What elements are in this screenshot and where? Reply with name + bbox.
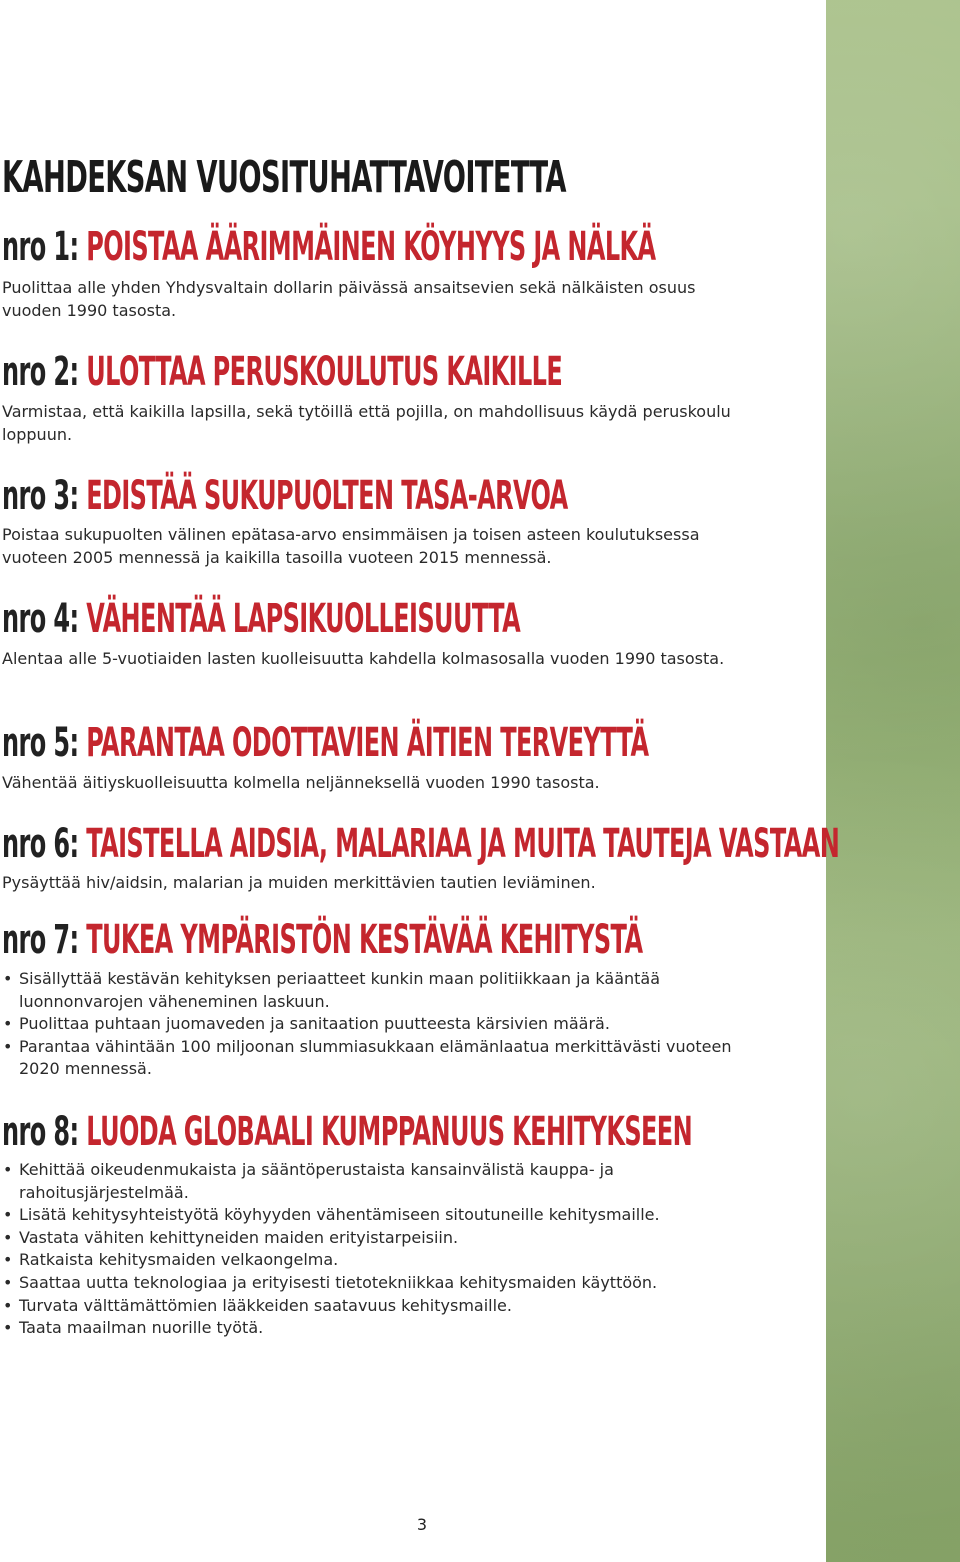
goal-6-number: nro 6: xyxy=(2,821,79,867)
goal-8-heading xyxy=(2,1110,692,1154)
page-title: KAHDEKSAN VUOSITUHATTAVOITETTA xyxy=(2,152,566,203)
goal-1-description: Puolittaa alle yhden Yhdysvaltain dollarin päivässä ansaitsevien sekä nälkäisten osuus vuoden 1990 tasosta. xyxy=(2,278,696,320)
goal-1-title: POISTAA ÄÄRIMMÄINEN KÖYHYYS JA NÄLKÄ xyxy=(86,224,656,270)
goal-4-number: nro 4: xyxy=(2,596,79,642)
list-item: • Parantaa vähintään 100 miljoonan slummiasukkaan elämänlaatua merkittävästi vuoteen 2020 mennessä. xyxy=(2,1036,742,1081)
list-item: • Ratkaista kehitysmaiden velkaongelma. xyxy=(2,1249,742,1272)
page-number: 3 xyxy=(416,1515,428,1534)
goal-6-description: Pysäyttää hiv/aidsin, malarian ja muiden merkittävien tautien leviäminen. xyxy=(2,873,596,892)
goal-3-title: EDISTÄÄ SUKUPUOLTEN TASA-ARVOA xyxy=(86,473,568,519)
goal-1-number: nro 1: xyxy=(2,224,79,270)
decorative-green-strip xyxy=(826,0,960,1562)
goal-7-bullets xyxy=(2,968,742,1081)
goal-8-bullets xyxy=(2,1159,742,1340)
goal-7-number: nro 7: xyxy=(2,917,79,963)
goal-2-number: nro 2: xyxy=(2,349,79,395)
goal-5-number: nro 5: xyxy=(2,720,79,766)
goal-4-title: VÄHENTÄÄ LAPSIKUOLLEISUUTTA xyxy=(86,596,521,642)
list-item: • Sisällyttää kestävän kehityksen periaatteet kunkin maan politiikkaan ja kääntää luonnonvarojen väheneminen laskuun. xyxy=(2,968,742,1013)
goal-5-description: Vähentää äitiyskuolleisuutta kolmella neljänneksellä vuoden 1990 tasosta. xyxy=(2,773,600,792)
goal-2-heading xyxy=(2,350,562,394)
goal-3-heading xyxy=(2,474,568,518)
list-item: • Puolittaa puhtaan juomaveden ja sanitaation puutteesta kärsivien määrä. xyxy=(2,1013,742,1036)
goal-7-heading xyxy=(2,918,642,962)
goal-5-heading xyxy=(2,721,648,765)
goal-2-description: Varmistaa, että kaikilla lapsilla, sekä tytöillä että pojilla, on mahdollisuus käydä peruskoulu loppuun. xyxy=(2,402,731,444)
list-item: • Taata maailman nuorille työtä. xyxy=(2,1317,742,1340)
goal-7-title: TUKEA YMPÄRISTÖN KESTÄVÄÄ KEHITYSTÄ xyxy=(86,917,643,963)
goal-3-number: nro 3: xyxy=(2,473,79,519)
goal-6-title: TAISTELLA AIDSIA, MALARIAA JA MUITA TAUTEJA VASTAAN xyxy=(86,821,840,867)
goal-3-description: Poistaa sukupuolten välinen epätasa-arvo ensimmäisen ja toisen asteen koulutuksessa vuoteen 2005 mennessä ja kaikilla tasoilla vuoteen 2015 mennessä. xyxy=(2,525,700,567)
goal-2-title: ULOTTAA PERUSKOULUTUS KAIKILLE xyxy=(86,349,563,395)
list-item: • Turvata välttämättömien lääkkeiden saatavuus kehitysmaille. xyxy=(2,1295,742,1318)
goal-8-number: nro 8: xyxy=(2,1109,79,1155)
goal-4-description: Alentaa alle 5-vuotiaiden lasten kuolleisuutta kahdella kolmasosalla vuoden 1990 tasosta. xyxy=(2,649,725,668)
goal-6-heading xyxy=(2,822,839,866)
goal-4-heading xyxy=(2,597,520,641)
list-item: • Kehittää oikeudenmukaista ja sääntöperustaista kansainvälistä kauppa- ja rahoitusjärjestelmää. xyxy=(2,1159,742,1204)
goal-1-heading xyxy=(2,225,656,269)
goal-5-title: PARANTAA ODOTTAVIEN ÄITIEN TERVEYTTÄ xyxy=(86,720,649,766)
goal-8-title: LUODA GLOBAALI KUMPPANUUS KEHITYKSEEN xyxy=(86,1109,693,1155)
list-item: • Lisätä kehitysyhteistyötä köyhyyden vähentämiseen sitoutuneille kehitysmaille. xyxy=(2,1204,742,1227)
list-item: • Saattaa uutta teknologiaa ja erityisesti tietotekniikkaa kehitysmaiden käyttöön. xyxy=(2,1272,742,1295)
list-item: • Vastata vähiten kehittyneiden maiden erityistarpeisiin. xyxy=(2,1227,742,1250)
